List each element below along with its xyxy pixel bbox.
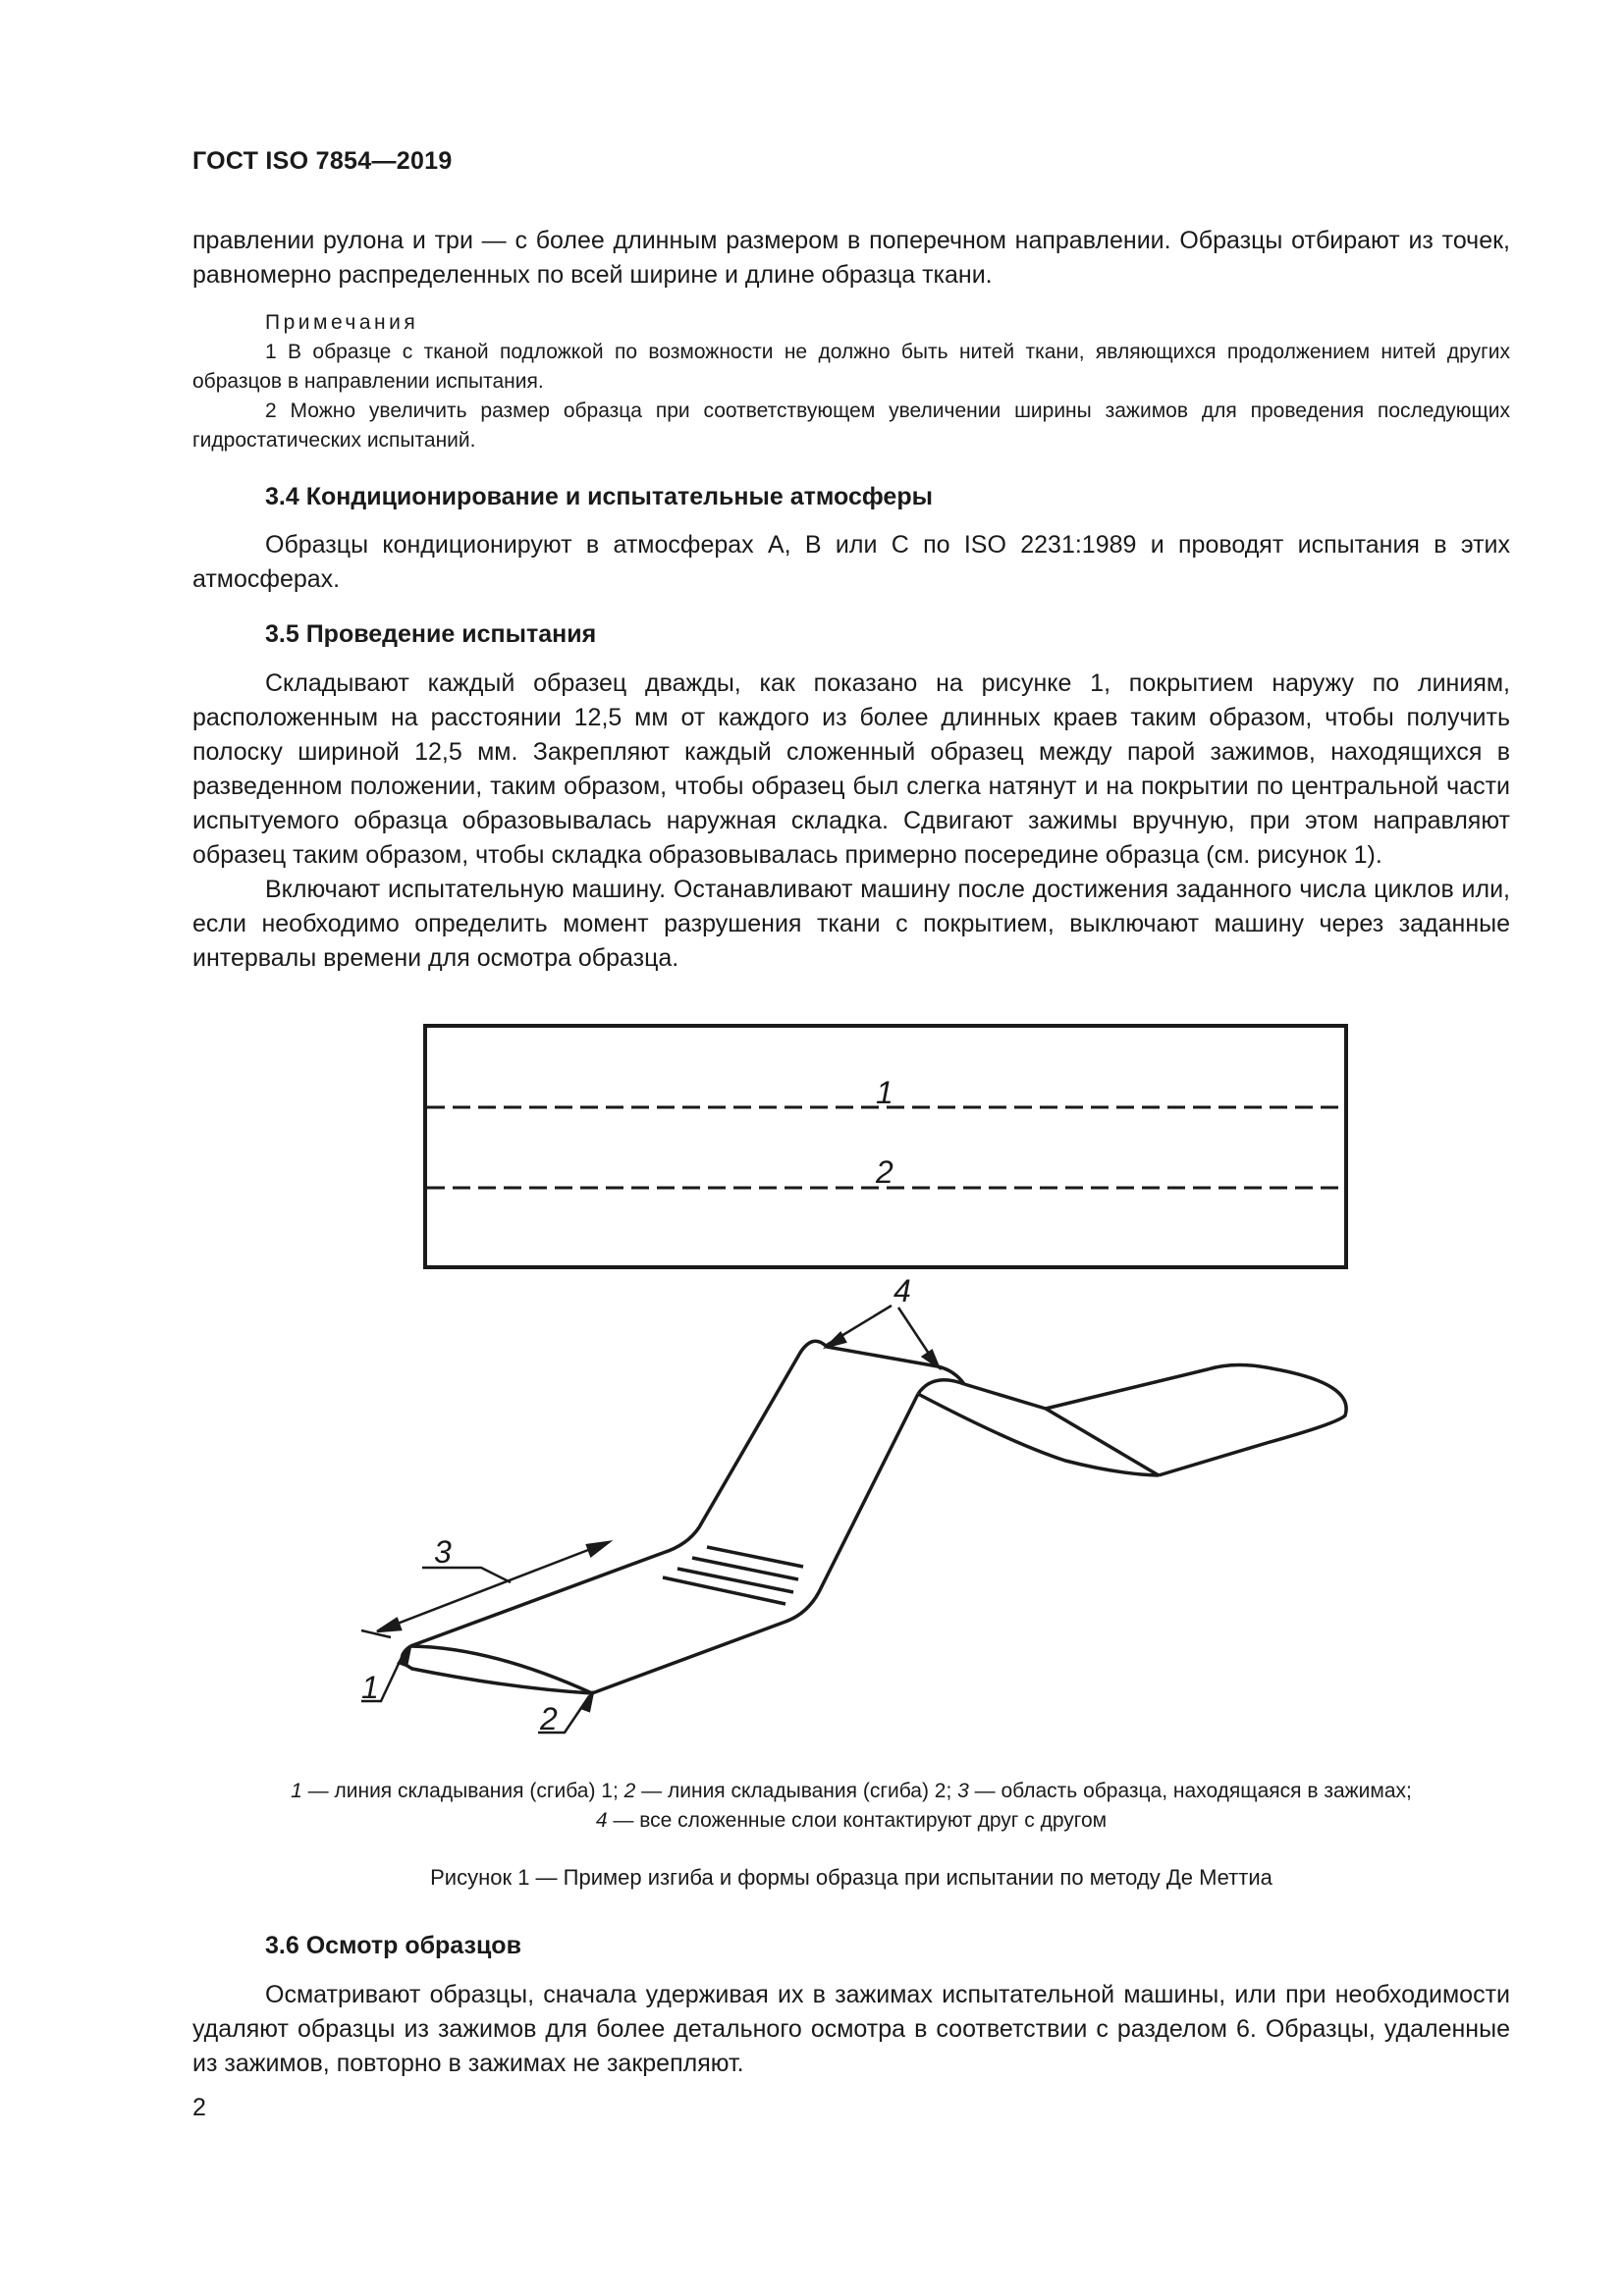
section-3-6-title: 3.6 Осмотр образцов	[265, 1932, 521, 1959]
key-3-number: 3	[957, 1780, 969, 1802]
section-3-4-title: 3.4 Кондиционирование и испытательные атмосферы	[265, 483, 933, 510]
figure-key-line-1	[192, 1777, 1510, 1806]
notes-heading: Примечания	[265, 311, 419, 334]
document-header: ГОСТ ISO 7854—2019	[192, 147, 453, 175]
fold-2-pointer-label: 2	[540, 1701, 558, 1736]
contact-label: 4	[893, 1273, 911, 1308]
specimen-bent-shape	[402, 1341, 1346, 1693]
key-1-text: — линия складывания (сгиба) 1;	[301, 1780, 624, 1802]
key-2-text: — линия складывания (сгиба) 2;	[635, 1780, 958, 1802]
key-4-text: — все сложенные слои контактируют друг с другом	[607, 1809, 1108, 1832]
section-3-4-text: Образцы кондиционируют в атмосферах А, В или С по ISO 2231:1989 и проводят испытания в этих атмосферах.	[192, 531, 1510, 593]
section-3-5-title: 3.5 Проведение испытания	[265, 620, 597, 648]
fold-line-2-label: 2	[876, 1154, 893, 1190]
clamp-area-dimension	[361, 1542, 609, 1637]
figure-title: Рисунок 1 — Пример изгиба и формы образца при испытании по методу Де Меттиа	[430, 1865, 1272, 1890]
section-3-6-text: Осматривают образцы, сначала удерживая их в зажимах испытательной машины, или при необходимости удаляют образцы из зажимов для более детального осмотра в соответствии с разделом 6. Образцы, удаленные из зажимов, повторно в зажимах не закрепляют.	[192, 1981, 1510, 2077]
section-3-5-para-2: Включают испытательную машину. Останавливают машину после достижения заданного числа циклов или, если необходимо определить момент разрушения ткани с покрытием, выключают машину через заданные интервалы времени для осмотра образца.	[192, 876, 1510, 972]
page-number: 2	[192, 2094, 206, 2121]
intro-text: правлении рулона и три — с более длинным размером в поперечном направлении. Образцы отбирают из точек, равномерно распределенных по всей ширине и длине образца ткани.	[192, 227, 1510, 289]
note-1: 1 В образце с тканой подложкой по возможности не должно быть нитей ткани, являющихся продолжением нитей других образцов в направлении испытания.	[192, 341, 1510, 393]
key-1-number: 1	[291, 1780, 302, 1802]
section-3-6-body	[192, 1978, 1510, 2081]
section-3-5-para-1: Складывают каждый образец дважды, как показано на рисунке 1, покрытием наружу по линиям, расположенным на расстоянии 12,5 мм от каждого из более длинных краев таким образом, чтобы получить полоску шириной 12,5 мм. Закрепляют каждый сложенный образец между парой зажимов, находящихся в разведенном положении, таким образом, чтобы образец был слегка натянут и на покрытии по центральной части испытуемого образца образовывалась наружная складка. Сдвигают зажимы вручную, при этом направляют образец таким образом, чтобы складка образовывалась примерно посередине образца (см. рисунок 1).	[192, 669, 1510, 869]
key-2-number: 2	[623, 1780, 636, 1802]
figure-key	[192, 1777, 1510, 1836]
fold-line-1-label: 1	[876, 1075, 893, 1110]
key-4-number: 4	[595, 1809, 608, 1832]
fold-1-pointer-label: 1	[361, 1670, 379, 1705]
figure-key-line-2	[192, 1806, 1510, 1836]
specimen-flat-rect	[425, 1026, 1346, 1267]
note-2: 2 Можно увеличить размер образца при соответствующем увеличении ширины зажимов для проведения последующих гидростатических испытаний.	[192, 400, 1510, 452]
clamp-area-label: 3	[434, 1534, 452, 1570]
key-3-text: — область образца, находящаяся в зажимах;	[968, 1780, 1412, 1802]
